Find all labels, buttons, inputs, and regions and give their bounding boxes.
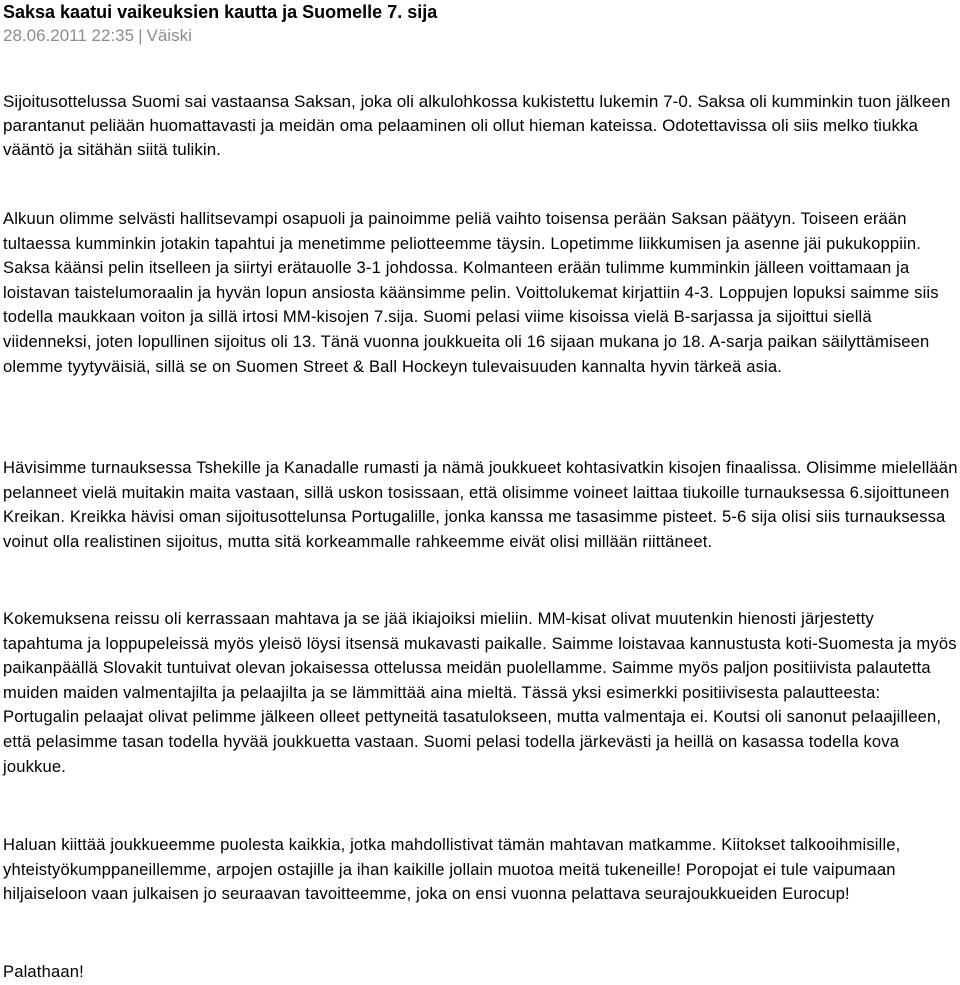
article-paragraph: Haluan kiittää joukkueemme puolesta kaikkia, jotka mahdollistivat tämän mahtavan matkamme. Kiitokset talkooihmisille, yhteistyökumppaneillemme, arpojen ostajille ja ihan kaikille jollain muotoa meitä tukeneille! Poropojat ei tule vaipumaan hiljaiseloon vaan julkaisen jo seuraavan tavoitteemme, joka on ensi vuonna pelattava seurajoukkueiden Eurocup! bbox=[3, 835, 901, 904]
article-paragraph: Hävisimme turnauksessa Tshekille ja Kanadalle rumasti ja nämä joukkueet kohtasivatkin kisojen finaalissa. Olisimme mielellään pelanneet vielä muitakin maita vastaan, sillä uskon tosissaan, että olisimme voineet laittaa tiukoille turnauksessa 6.sijoittuneen Kreikan. Kreikka hävisi oman sijoitusottelunsa Portugalille, jonka kanssa me tasasimme pisteet. 5-6 sija olisi siis turnauksessa voinut olla realistinen sijoitus, mutta sitä korkeammalle rahkeemme eivät olisi millään riittäneet. bbox=[3, 458, 958, 551]
article-author: Väiski bbox=[146, 26, 192, 45]
meta-separator: | bbox=[138, 26, 143, 45]
article bbox=[3, 0, 958, 981]
article-title: Saksa kaatui vaikeuksien kautta ja Suomelle 7. sija bbox=[3, 2, 438, 22]
article-paragraph: Kokemuksena reissu oli kerrassaan mahtava ja se jää ikiajoiksi mieliin. MM-kisat olivat muutenkin hienosti järjestetty tapahtuma ja loppupeleissä myös yleisö löysi itsensä mukavasti paikalle. Saimme loistavaa kannustusta koti-Suomesta ja myös paikanpäällä Slovakit tuntuivat olevan jokaisessa ottelussa meidän puolellamme. Saimme myös paljon positiivista palautetta muiden maiden valmentajilta ja pelaajilta ja se lämmittää aina mieltä. Tässä yksi esimerkki positiivisesta palautteesta: Portugalin pelaajat olivat pelimme jälkeen olleet pettyneitä tasatulokseen, mutta valmentaja ei. Koutsi oli sanonut pelaajilleen, että pelasimme tasan todella hyvää joukkuetta vastaan. Suomi pelasi todella järkevästi ja heillä on kasassa todella kova joukkue. bbox=[3, 609, 957, 776]
article-paragraph: Alkuun olimme selvästi hallitsevampi osapuoli ja painoimme peliä vaihto toisensa perään Saksan päätyyn. Toiseen erään tultaessa kumminkin jotakin tapahtui ja menetimme peliotteemme täysin. Lopetimme liikkumisen ja asenne jäi pukukoppiin. Saksa käänsi pelin itselleen ja siirtyi erätauolle 3-1 johdossa. Kolmanteen erään tulimme kumminkin jälleen voittamaan ja loistavan taistelumoraalin ja hyvän lopun ansiosta käänsimme pelin. Voittolukemat kirjattiin 4-3. Loppujen lopuksi saimme siis todella maukkaan voiton ja sillä irtosi MM-kisojen 7.sija. Suomi pelasi viime kisoissa vielä B-sarjassa ja sijoittui siellä viidenneksi, joten lopullinen sijoitus oli 13. Tänä vuonna joukkueita oli 16 sijaan mukana jo 18. A-sarja paikan säilyttämiseen olemme tyytyväisiä, sillä se on Suomen Street & Ball Hockeyn tulevaisuuden kannalta hyvin tärkeä asia. bbox=[3, 209, 939, 376]
article-date: 28.06.2011 22:35 bbox=[3, 26, 135, 45]
article-closing: Palathaan! bbox=[3, 962, 84, 981]
article-intro: Sijoitusottelussa Suomi sai vastaansa Saksan, joka oli alkulohkossa kukistettu lukemin 7-0. Saksa oli kumminkin tuon jälkeen parantanut peliään huomattavasti ja meidän oma pelaaminen oli ollut hieman kateissa. Odotettavissa oli siis melko tiukka vääntö ja sitähän siitä tulikin. bbox=[3, 92, 951, 159]
article-meta bbox=[3, 24, 958, 48]
